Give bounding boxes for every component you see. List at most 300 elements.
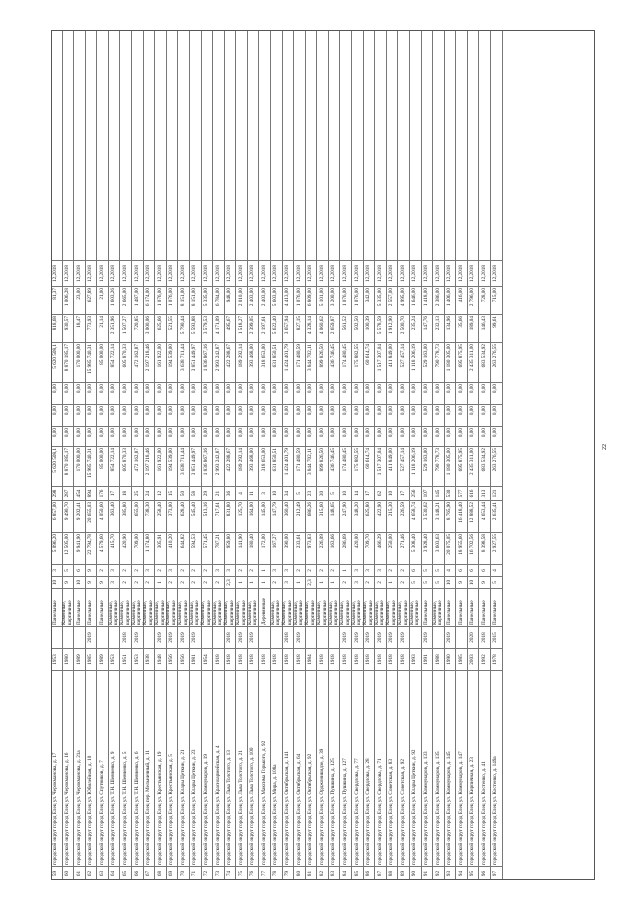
table-cell: 3 851 449,97	[190, 342, 201, 382]
table-cell: 3 638 711,44	[178, 446, 189, 486]
table-cell: 96	[479, 866, 490, 880]
table-cell: 1 180 305,00	[445, 446, 456, 486]
table-cell: 17	[364, 486, 375, 500]
table-cell: 134,96	[445, 314, 456, 342]
table-cell: Панельные	[456, 588, 467, 626]
table-cell: 5	[294, 486, 305, 500]
table-cell: 15 985 740,31	[86, 446, 97, 486]
table-cell: 2 435 311,00	[468, 342, 479, 382]
table-cell: 6 784,00	[213, 286, 224, 314]
table-cell: 18	[120, 486, 131, 500]
table-cell: 12,2018	[109, 260, 120, 286]
table-cell: 12,2018	[317, 260, 328, 286]
table-cell: 1 912,90	[387, 314, 398, 342]
table-cell: 10	[340, 486, 351, 500]
table-cell: 12,2018	[445, 260, 456, 286]
table-cell: 1 424 401,79	[283, 446, 294, 486]
table-cell: 410,20	[167, 532, 178, 564]
table-cell: 0,00	[340, 404, 351, 426]
table-cell: 1 406,00	[445, 286, 456, 314]
table-cell: 5 620 508,1	[51, 342, 62, 382]
table-cell: 3	[283, 564, 294, 576]
table-cell: 0,00	[74, 404, 85, 426]
table-cell: городской округ город Елец ул. Черокманова, д. 16	[63, 670, 74, 866]
table-cell: Панельные	[479, 588, 490, 626]
table-cell: 0,00	[387, 382, 398, 404]
table-cell: 72	[202, 866, 213, 880]
table-cell: 0,00	[422, 382, 433, 404]
table-cell: 6 809,00	[306, 286, 317, 314]
table-cell: 8 151,00	[178, 286, 189, 314]
table-cell: 5 593,88	[190, 314, 201, 342]
table-cell: 146,43	[479, 314, 490, 342]
table-cell: 513,16	[202, 500, 213, 532]
table-cell: городской округ город Елец ул. Льва Толстого, д. 100	[248, 670, 259, 866]
table-cell: городской округ город Елец ул. Коммунаров, д. 19	[202, 670, 213, 866]
table-cell: городской округ город Елец ул. Костенко, д. 149а	[491, 670, 502, 866]
table-cell: 163,66	[329, 532, 340, 564]
table-cell: 3	[144, 564, 155, 576]
table-cell: городской округ город Елец ул. Т.Н. Шевченко, д. 6	[132, 670, 143, 866]
table-row	[398, 30, 410, 880]
table-cell: 65	[120, 866, 131, 880]
table-cell: 12,2018	[213, 260, 224, 286]
table-cell: 0,00	[236, 426, 247, 446]
table-cell	[259, 626, 270, 648]
table-viewport	[51, 30, 595, 880]
table-cell: 0,00	[375, 426, 386, 446]
table-cell: 2019	[178, 626, 189, 648]
table-cell: 70	[178, 866, 189, 880]
table-cell: 170 000,00	[74, 342, 85, 382]
table-cell: 348,20	[352, 500, 363, 532]
table-cell: 1918	[387, 648, 398, 670]
table-cell: 18 955,60	[456, 532, 467, 564]
table-cell: 1 076,00	[352, 286, 363, 314]
table-cell: 17	[109, 486, 120, 500]
table-cell: городской округ город Елец ул. Максима Горького, д. 92	[259, 670, 270, 866]
table-cell: 4 328,14	[306, 314, 317, 342]
table-cell: 100,39	[364, 314, 375, 342]
table-cell: 2	[202, 576, 213, 588]
table-cell: 0,00	[433, 404, 444, 426]
table-cell: 2019	[422, 626, 433, 648]
table-cell: 0,00	[479, 404, 490, 426]
table-cell: 529 163,00	[422, 446, 433, 486]
table-cell: 0,00	[491, 404, 502, 426]
table-cell: 420,00	[352, 532, 363, 564]
table-cell: 1	[236, 576, 247, 588]
table-cell: 12 888,52	[468, 500, 479, 532]
table-cell: 1918	[248, 648, 259, 670]
table-cell: 2	[364, 576, 375, 588]
table-cell: 1 517 307,04	[375, 342, 386, 382]
table-cell: 0,00	[109, 404, 120, 426]
table-cell: 189,04	[468, 314, 479, 342]
table-cell: 36	[225, 486, 236, 500]
table-cell: 472 162,87	[132, 446, 143, 486]
table-cell: 894	[86, 486, 97, 500]
table-cell: 16 702,56	[468, 532, 479, 564]
table-cell: 0,00	[445, 404, 456, 426]
table-cell: 2019	[248, 626, 259, 648]
table-cell: 0,00	[398, 426, 409, 446]
table-cell	[63, 626, 74, 648]
table-cell: 76	[248, 866, 259, 880]
table-cell: 81,37	[51, 286, 62, 314]
table-cell: 363,40	[109, 500, 120, 532]
table-cell: 15	[167, 486, 178, 500]
table-cell: 3 844 702,11	[306, 342, 317, 382]
table-cell: 683 534,92	[479, 446, 490, 486]
table-cell: 0,00	[306, 382, 317, 404]
table-cell: городской округ город Елец ул. Пушкина, д. 125	[329, 670, 340, 866]
table-cell: 1984	[306, 648, 317, 670]
table-cell: 0,00	[97, 426, 108, 446]
table-row	[74, 30, 86, 880]
table-cell	[433, 626, 444, 648]
table-cell: 720,85	[132, 314, 143, 342]
table-cell: 0,00	[271, 404, 282, 426]
table-cell: 1 118 206,19	[410, 446, 421, 486]
table-cell: 59	[51, 866, 62, 880]
table-cell: 1918	[283, 648, 294, 670]
table-cell: 64	[109, 866, 120, 880]
table-cell: 12,2018	[248, 260, 259, 286]
table-cell: 2019	[190, 626, 201, 648]
table-cell: городской округ город Елец ул. Красноармейская, д. 4	[213, 670, 224, 866]
table-cell	[213, 626, 224, 648]
table-cell: 390,00	[283, 532, 294, 564]
table-cell: 12,2018	[202, 260, 213, 286]
table-cell: 91	[422, 866, 433, 880]
table-cell: 0,00	[317, 426, 328, 446]
table-cell: 0,00	[213, 426, 224, 446]
table-cell: 1	[259, 576, 270, 588]
table-cell: 1 076,00	[340, 286, 351, 314]
table-cell: 6 174,00	[144, 286, 155, 314]
table-cell: 0,00	[422, 426, 433, 446]
table-cell: 23	[306, 486, 317, 500]
table-cell: 5 622,40	[271, 314, 282, 342]
table-cell: 107	[422, 486, 433, 500]
table-cell: городской округ город Елец ул. Коммунаров, д. 133	[422, 670, 433, 866]
table-cell: 644,82	[178, 532, 189, 564]
table-cell: 8 151,00	[190, 286, 201, 314]
table-cell: Каменные, кирпичные	[132, 588, 143, 626]
table-cell: 12,2018	[479, 260, 490, 286]
table-row	[259, 30, 271, 880]
table-cell: 0,00	[97, 382, 108, 404]
table-cell: 0,00	[283, 426, 294, 446]
table-cell: Каменные, кирпичные	[167, 588, 178, 626]
table-cell: 5	[329, 486, 340, 500]
table-cell: 4	[236, 486, 247, 500]
table-cell: 773,93	[86, 314, 97, 342]
table-cell: 0,00	[294, 404, 305, 426]
table-cell: 5	[63, 564, 74, 576]
table-cell: 1918	[364, 648, 375, 670]
table-cell: 12,2018	[51, 260, 62, 286]
table-cell: 1	[340, 564, 351, 576]
table-cell: 12,2018	[236, 260, 247, 286]
table-cell: 3	[352, 576, 363, 588]
table-cell: 0,00	[340, 382, 351, 404]
table-cell: 0,00	[155, 404, 166, 426]
table-cell: 0,00	[248, 382, 259, 404]
table-cell: 527 457,14	[398, 446, 409, 486]
table-row	[294, 30, 306, 880]
table-cell: 85 000,00	[97, 446, 108, 486]
table-cell: 12,2018	[375, 260, 386, 286]
table-cell: 226,09	[317, 532, 328, 564]
table-cell: 68	[155, 866, 166, 880]
table-cell: 2 665,00	[120, 286, 131, 314]
table-cell: 422 288,67	[225, 446, 236, 486]
table-cell: 0,00	[51, 426, 62, 446]
table-cell: 174 480,45	[340, 446, 351, 486]
table-cell: 12,2018	[398, 260, 409, 286]
table-cell: 20 075,05	[445, 532, 456, 564]
table-cell: 2015	[491, 626, 502, 648]
table-cell: 10	[387, 486, 398, 500]
table-cell: 148,65	[329, 500, 340, 532]
table-cell: 854 722,14	[109, 342, 120, 382]
table-cell: 790 778,73	[433, 342, 444, 382]
table-cell: 2018	[479, 626, 490, 648]
table-cell: 12,2018	[433, 260, 444, 286]
table-cell: 2 403,00	[259, 286, 270, 314]
table-cell: 0,00	[456, 404, 467, 426]
table-cell: 12,2018	[491, 260, 502, 286]
table-cell	[317, 626, 328, 648]
table-cell: 10	[445, 576, 456, 588]
table-cell: 3	[375, 564, 386, 576]
table-cell: 2	[398, 564, 409, 576]
table-cell: 422 288,67	[225, 342, 236, 382]
table-cell: Каменные, кирпичные	[294, 588, 305, 626]
table-cell: 2	[167, 576, 178, 588]
table-cell: 0,00	[445, 382, 456, 404]
table-cell: 1 836 867,16	[202, 446, 213, 486]
table-cell: 12,2018	[422, 260, 433, 286]
table-cell: городской округ город Елец ул. Октябрьская, д. 64	[294, 670, 305, 866]
table-cell: 5 603,00	[271, 286, 282, 314]
table-cell: 92	[433, 866, 444, 880]
table-row	[283, 30, 295, 880]
table-cell: 594,53	[190, 532, 201, 564]
table-cell: 899 826,50	[317, 342, 328, 382]
table-cell: Панельные	[74, 588, 85, 626]
table-row	[51, 30, 63, 880]
table-cell: 1 487,00	[132, 286, 143, 314]
table-cell: 12,2018	[352, 260, 363, 286]
table-cell: Каменные, кирпичные	[178, 588, 189, 626]
table-row	[202, 30, 214, 880]
table-cell: 176	[97, 486, 108, 500]
table-cell: 12,2018	[190, 260, 201, 286]
table-cell: 1953	[51, 648, 62, 670]
table-cell: 385,80	[120, 500, 131, 532]
table-cell: 1 006,28	[63, 286, 74, 314]
table-row	[63, 30, 75, 880]
table-cell: 0,00	[132, 382, 143, 404]
table-cell: 436 746,45	[329, 342, 340, 382]
table-cell: городской округ город Елец ул. Коммунаров, д. 135	[433, 670, 444, 866]
table-cell: 1 118 206,19	[410, 342, 421, 382]
table-cell: 2 197 218,46	[144, 342, 155, 382]
table-cell: 256	[410, 486, 421, 500]
table-cell: 9	[97, 576, 108, 588]
table-cell: 263 276,55	[491, 446, 502, 486]
table-cell: 0,00	[410, 426, 421, 446]
table-cell: 3	[352, 564, 363, 576]
table-cell: городской округ город Елец ул. Льва Толстого, д. 13	[225, 670, 236, 866]
table-cell: 2 386,00	[433, 286, 444, 314]
table-cell: 5	[433, 564, 444, 576]
table-cell: 715,00	[491, 286, 502, 314]
table-row	[491, 30, 503, 880]
table-cell: 0,00	[155, 382, 166, 404]
table-cell: 1988	[433, 648, 444, 670]
table-cell: 2	[132, 576, 143, 588]
table-cell: 161 922,00	[155, 446, 166, 486]
table-cell: Каменные, кирпичные	[190, 588, 201, 626]
table-cell: 411 849,00	[387, 446, 398, 486]
table-cell: 88	[387, 866, 398, 880]
table-cell: 12,2018	[306, 260, 317, 286]
table-row	[422, 30, 434, 880]
table-cell: 2	[190, 564, 201, 576]
table-cell: Каменные, кирпичные	[155, 588, 166, 626]
table-cell: 3 851 449,97	[190, 446, 201, 486]
table-cell: Каменные, кирпичные	[109, 588, 120, 626]
table-cell: 0,00	[248, 404, 259, 426]
table-cell: 9 941,90	[74, 532, 85, 564]
table-cell: 12,2018	[155, 260, 166, 286]
table-cell: 2	[340, 576, 351, 588]
table-cell: 60 614,74	[364, 446, 375, 486]
table-cell: 0,00	[479, 382, 490, 404]
table-cell: 0,00	[202, 426, 213, 446]
table-cell: 12,2018	[329, 260, 340, 286]
table-cell: 627,89	[86, 286, 97, 314]
table-cell: 0,00	[259, 426, 270, 446]
table-cell: 8 870 185,17	[63, 446, 74, 486]
table-cell: 1918	[340, 648, 351, 670]
table-cell: 85	[352, 866, 363, 880]
table-cell: 6	[456, 564, 467, 576]
table-cell: 232,13	[433, 314, 444, 342]
table-cell: 1 076,00	[167, 286, 178, 314]
table-cell: 16 418,40	[456, 500, 467, 532]
table-cell: 73	[213, 866, 224, 880]
table-cell: 1948	[155, 648, 166, 670]
table-cell: Каменные, кирпичные	[387, 588, 398, 626]
table-cell: 2019	[364, 626, 375, 648]
table-cell: 2 010,00	[236, 286, 247, 314]
table-row	[236, 30, 248, 880]
table-cell: 2,3	[225, 576, 236, 588]
table-cell: Каменные, кирпичные	[306, 588, 317, 626]
table-cell: 2	[398, 576, 409, 588]
table-cell: 0,00	[120, 426, 131, 446]
table-row	[97, 30, 109, 880]
table-cell: 1918	[259, 648, 270, 670]
table-cell: 1	[294, 576, 305, 588]
table-cell: 2019	[294, 626, 305, 648]
table-cell: 0,00	[132, 426, 143, 446]
table-cell: 286,69	[340, 532, 351, 564]
table-cell: 420,90	[120, 532, 131, 564]
table-cell: 11	[248, 486, 259, 500]
table-cell: 0,00	[364, 426, 375, 446]
table-cell: 0,00	[283, 404, 294, 426]
table-cell: городской округ город Елец ул. Октябрьская, д. 141	[283, 670, 294, 866]
table-row	[479, 30, 491, 880]
table-cell: 0,00	[306, 404, 317, 426]
table-cell: Панельные	[468, 588, 479, 626]
table-cell: 625,66	[155, 314, 166, 342]
table-cell: 0,00	[398, 382, 409, 404]
table-cell: 0,00	[190, 382, 201, 404]
table-cell: 631 850,51	[271, 446, 282, 486]
table-cell: 5 578,59	[375, 314, 386, 342]
table-cell: 0,00	[491, 382, 502, 404]
table-cell: городской округ город Елец ул. Кирпичная, д. 23	[468, 670, 479, 866]
table-cell: 12,2018	[387, 260, 398, 286]
table-cell: 0,00	[51, 382, 62, 404]
table-cell: 1 836 867,16	[202, 342, 213, 382]
table-row	[445, 30, 457, 880]
table-cell	[109, 626, 120, 648]
table-row	[456, 30, 468, 880]
table-cell: Каменные, кирпичные	[213, 588, 224, 626]
table-cell: 2	[387, 564, 398, 576]
table-cell: 1990	[445, 648, 456, 670]
table-cell: 1956	[167, 648, 178, 670]
table-cell: 2 403,00	[248, 286, 259, 314]
table-cell: 416,00	[456, 286, 467, 314]
table-cell: 4	[445, 564, 456, 576]
table-row	[132, 30, 144, 880]
table-cell: 2	[120, 576, 131, 588]
table-cell: 12,2018	[167, 260, 178, 286]
table-cell: 0,00	[317, 404, 328, 426]
table-cell: 577	[456, 486, 467, 500]
table-cell: 2018	[283, 626, 294, 648]
table-cell: 12,2018	[468, 260, 479, 286]
table-cell: 62	[375, 486, 386, 500]
table-cell: городской округ город Елец ул. Коммунаров, д. 147	[456, 670, 467, 866]
table-cell: 1978	[491, 648, 502, 670]
table-cell: 21	[213, 486, 224, 500]
table-cell: Каменные, кирпичные	[202, 588, 213, 626]
table-cell: 69	[167, 866, 178, 880]
table-cell: 0,00	[468, 382, 479, 404]
table-cell: городской округ город Елец ул. Свердлова, д. 71	[375, 670, 386, 866]
table-cell: 3	[364, 564, 375, 576]
table-cell: 1980	[63, 648, 74, 670]
table-cell: 29	[202, 486, 213, 500]
table-cell: 0,00	[456, 382, 467, 404]
table-cell: 0,00	[167, 404, 178, 426]
table-row	[340, 30, 352, 880]
table-cell	[410, 626, 421, 648]
table-cell: 9	[456, 576, 467, 588]
table-cell: 9	[479, 576, 490, 588]
table-cell: 10	[271, 486, 282, 500]
